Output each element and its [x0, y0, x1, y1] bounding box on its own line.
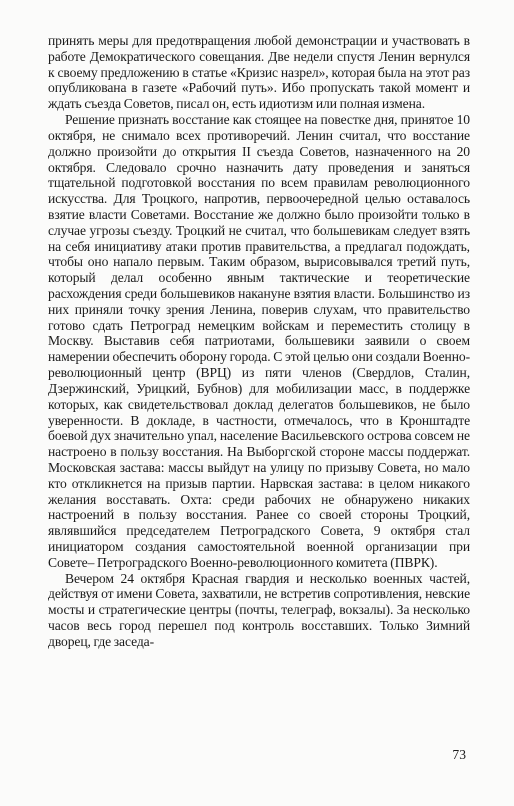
body-text [48, 33, 470, 650]
paragraph-october-24: Вечером 24 октября Красная гвардия и несколько военных частей, действуя от имени Совета, захватили, не встретив сопротивления, невские мосты и стратегические центры (почты, телеграф, вокзалы). За несколько часов весь город перешел под контроль восставших. Только Зимний дворец, где заседа- [48, 570, 470, 649]
paragraph-decision: Решение признать восстание как стоящее на повестке дня, принятое 10 октября, не снимало всех противоречий. Ленин считал, что восстание должно произойти до открытия II съезда Советов, назначенного на 20 октября. Следовало срочно назначить дату проведения и заняться тщательной подготовкой восстания по всем правилам революционного искусства. Для Троцкого, напротив, первоочередной целью оставалось взятие власти Советами. Восстание же должно было произойти только в случае угрозы съезду. Троцкий не считал, что большевикам следует взять на себя инициативу атаки против правительства, а предлагал подождать, чтобы оно напало первым. Таким образом, вырисовывался третий путь, который делал особенно явным тактические и теоретические расхождения среди большевиков накануне взятия власти. Большинство из них приняли точку зрения Ленина, поверив слухам, что правительство готово сдать Петроград немецким войскам и переместить столицу в Москву. Выставив себя патриотами, большевики заявили о своем намерении обеспечить оборону города. С этой целью они создали Военно-революционный центр (ВРЦ) из пяти членов (Свердлов, Сталин, Дзержинский, Урицкий, Бубнов) для мобилизации масс, в поддержке которых, как свидетельствовал доклад делегатов большевиков, не было уверенности. В докладе, в частности, отмечалось, что в Кронштадте боевой дух значительно упал, население Васильевского острова совсем не настроено в пользу восстания. На Выборгской стороне массы поддержат. Московская застава: массы выйдут на улицу по призыву Совета, но мало кто откликнется на призыв партии. Нарвская застава: в целом никакого желания восставать. Охта: среди рабочих не обнаружено никаких настроений в пользу восстания. Ранее со своей стороны Троцкий, являвшийся председателем Петроградского Совета, 9 октября стал инициатором создания самостоятельной военной организации при Совете– Петроградского Военно-революционного комитета (ПВРК). [48, 112, 470, 570]
paragraph-continued: принять меры для предотвращения любой демонстрации и участвовать в работе Демократического совещания. Две недели спустя Ленин вернулся к своему предложению в статье «Кризис назрел», которая была на этот раз опубликована в газете «Рабочий путь». Ибо пропускать такой момент и ждать съезда Советов, писал он, есть идиотизм или полная измена. [48, 33, 470, 112]
page-number: 73 [452, 747, 466, 762]
